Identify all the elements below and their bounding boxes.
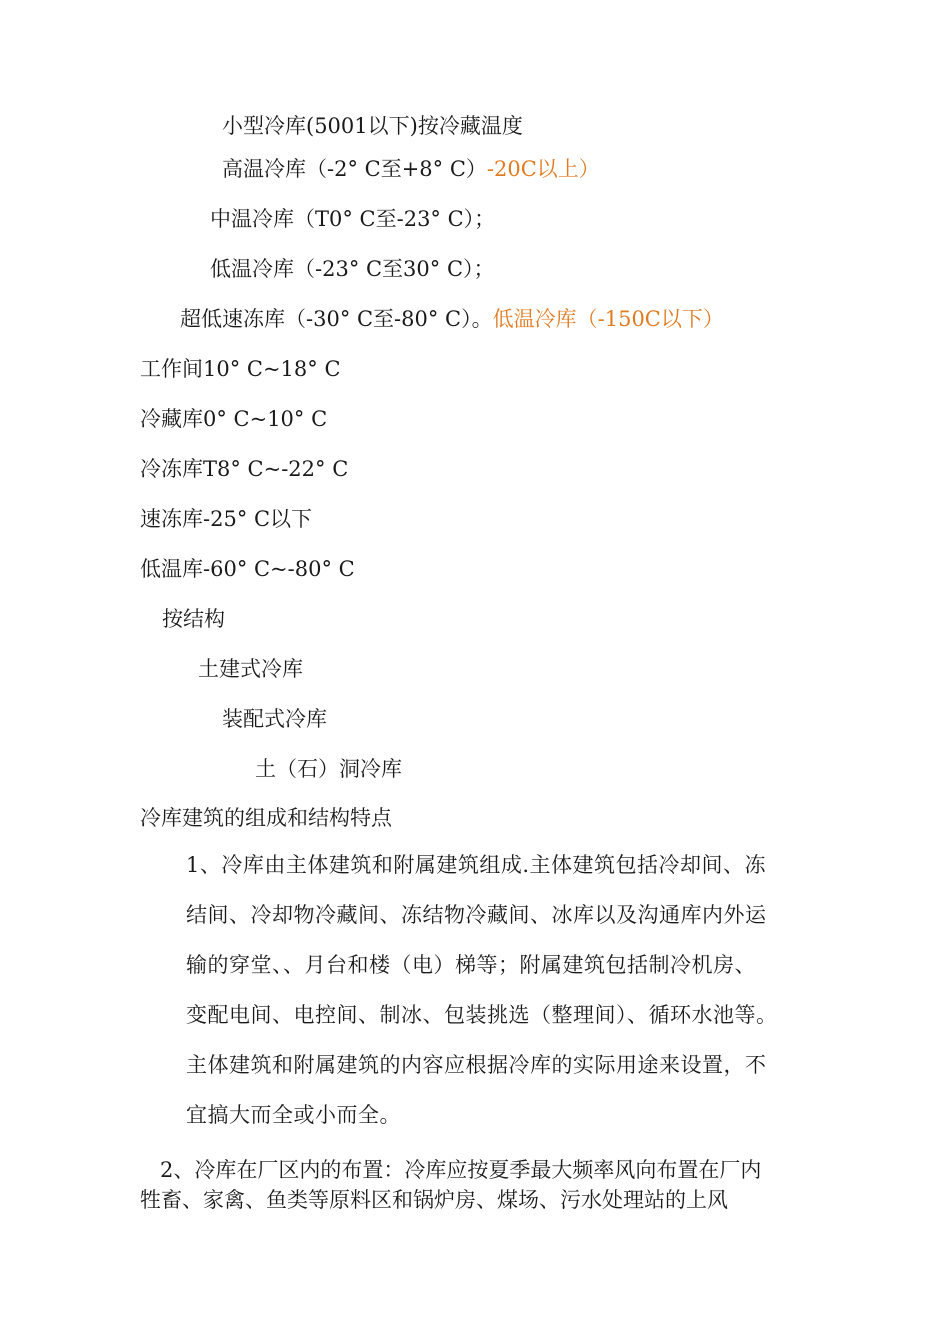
section-heading: 冷库建筑的组成和结构特点 xyxy=(140,806,392,830)
paragraph-layout xyxy=(140,1155,820,1215)
line-assembled-storage: 装配式冷库 xyxy=(222,707,327,731)
line-frozen-store: 冷冻库T8° C~-22° C xyxy=(140,457,349,481)
ultra-low-note: 低温冷库（-150C以下） xyxy=(492,307,724,331)
line-high-temp-storage xyxy=(222,156,600,182)
high-temp-text: 高温冷库（-2° C至+8° C） xyxy=(222,157,487,181)
line-chilled-store: 冷藏库0° C~10° C xyxy=(140,407,328,431)
line-by-structure: 按结构 xyxy=(162,607,225,631)
line-cave-storage: 土（石）洞冷库 xyxy=(255,757,402,781)
line-ultra-low-storage xyxy=(180,306,724,332)
line-workroom: 工作间10° C~18° C xyxy=(140,357,341,381)
line-quick-freeze-store: 速冻库-25° C以下 xyxy=(140,507,313,531)
high-temp-note: -20C以上） xyxy=(486,157,600,181)
paragraph-composition xyxy=(186,840,836,1140)
paragraph-line: 2、冷库在厂区内的布置：冷库应按夏季最大频率风向布置在厂内 xyxy=(160,1158,762,1182)
line-mid-temp-storage: 中温冷库（T0° C至-23° C）； xyxy=(210,207,496,231)
line-low-temp-store: 低温库-60° C~-80° C xyxy=(140,557,355,581)
paragraph-line: 主体建筑和附属建筑的内容应根据冷库的实际用途来设置，不 xyxy=(186,1053,767,1077)
paragraph-line: 宜搞大而全或小而全。 xyxy=(186,1103,401,1127)
paragraph-line: 结间、冷却物冷藏间、冻结物冷藏间、冰库以及沟通库内外运 xyxy=(186,903,767,927)
line-small-cold-storage: 小型冷库(5001以下)按冷藏温度 xyxy=(222,114,523,138)
ultra-low-text: 超低速冻库（-30° C至-80° C）。 xyxy=(180,307,493,331)
paragraph-line: 输的穿堂、、月台和楼（电）梯等；附属建筑包括制冷机房、 xyxy=(186,953,756,977)
paragraph-line: 牲畜、家禽、鱼类等原料区和锅炉房、煤场、污水处理站的上风 xyxy=(140,1188,728,1212)
line-civil-storage: 土建式冷库 xyxy=(198,657,303,681)
paragraph-line: 1、冷库由主体建筑和附属建筑组成.主体建筑包括冷却间、冻 xyxy=(186,853,767,877)
line-low-temp-storage: 低温冷库（-23° C至30° C）； xyxy=(210,257,495,281)
paragraph-line: 变配电间、电控间、制冰、包装挑选（整理间）、循环水池等。 xyxy=(186,1003,778,1027)
